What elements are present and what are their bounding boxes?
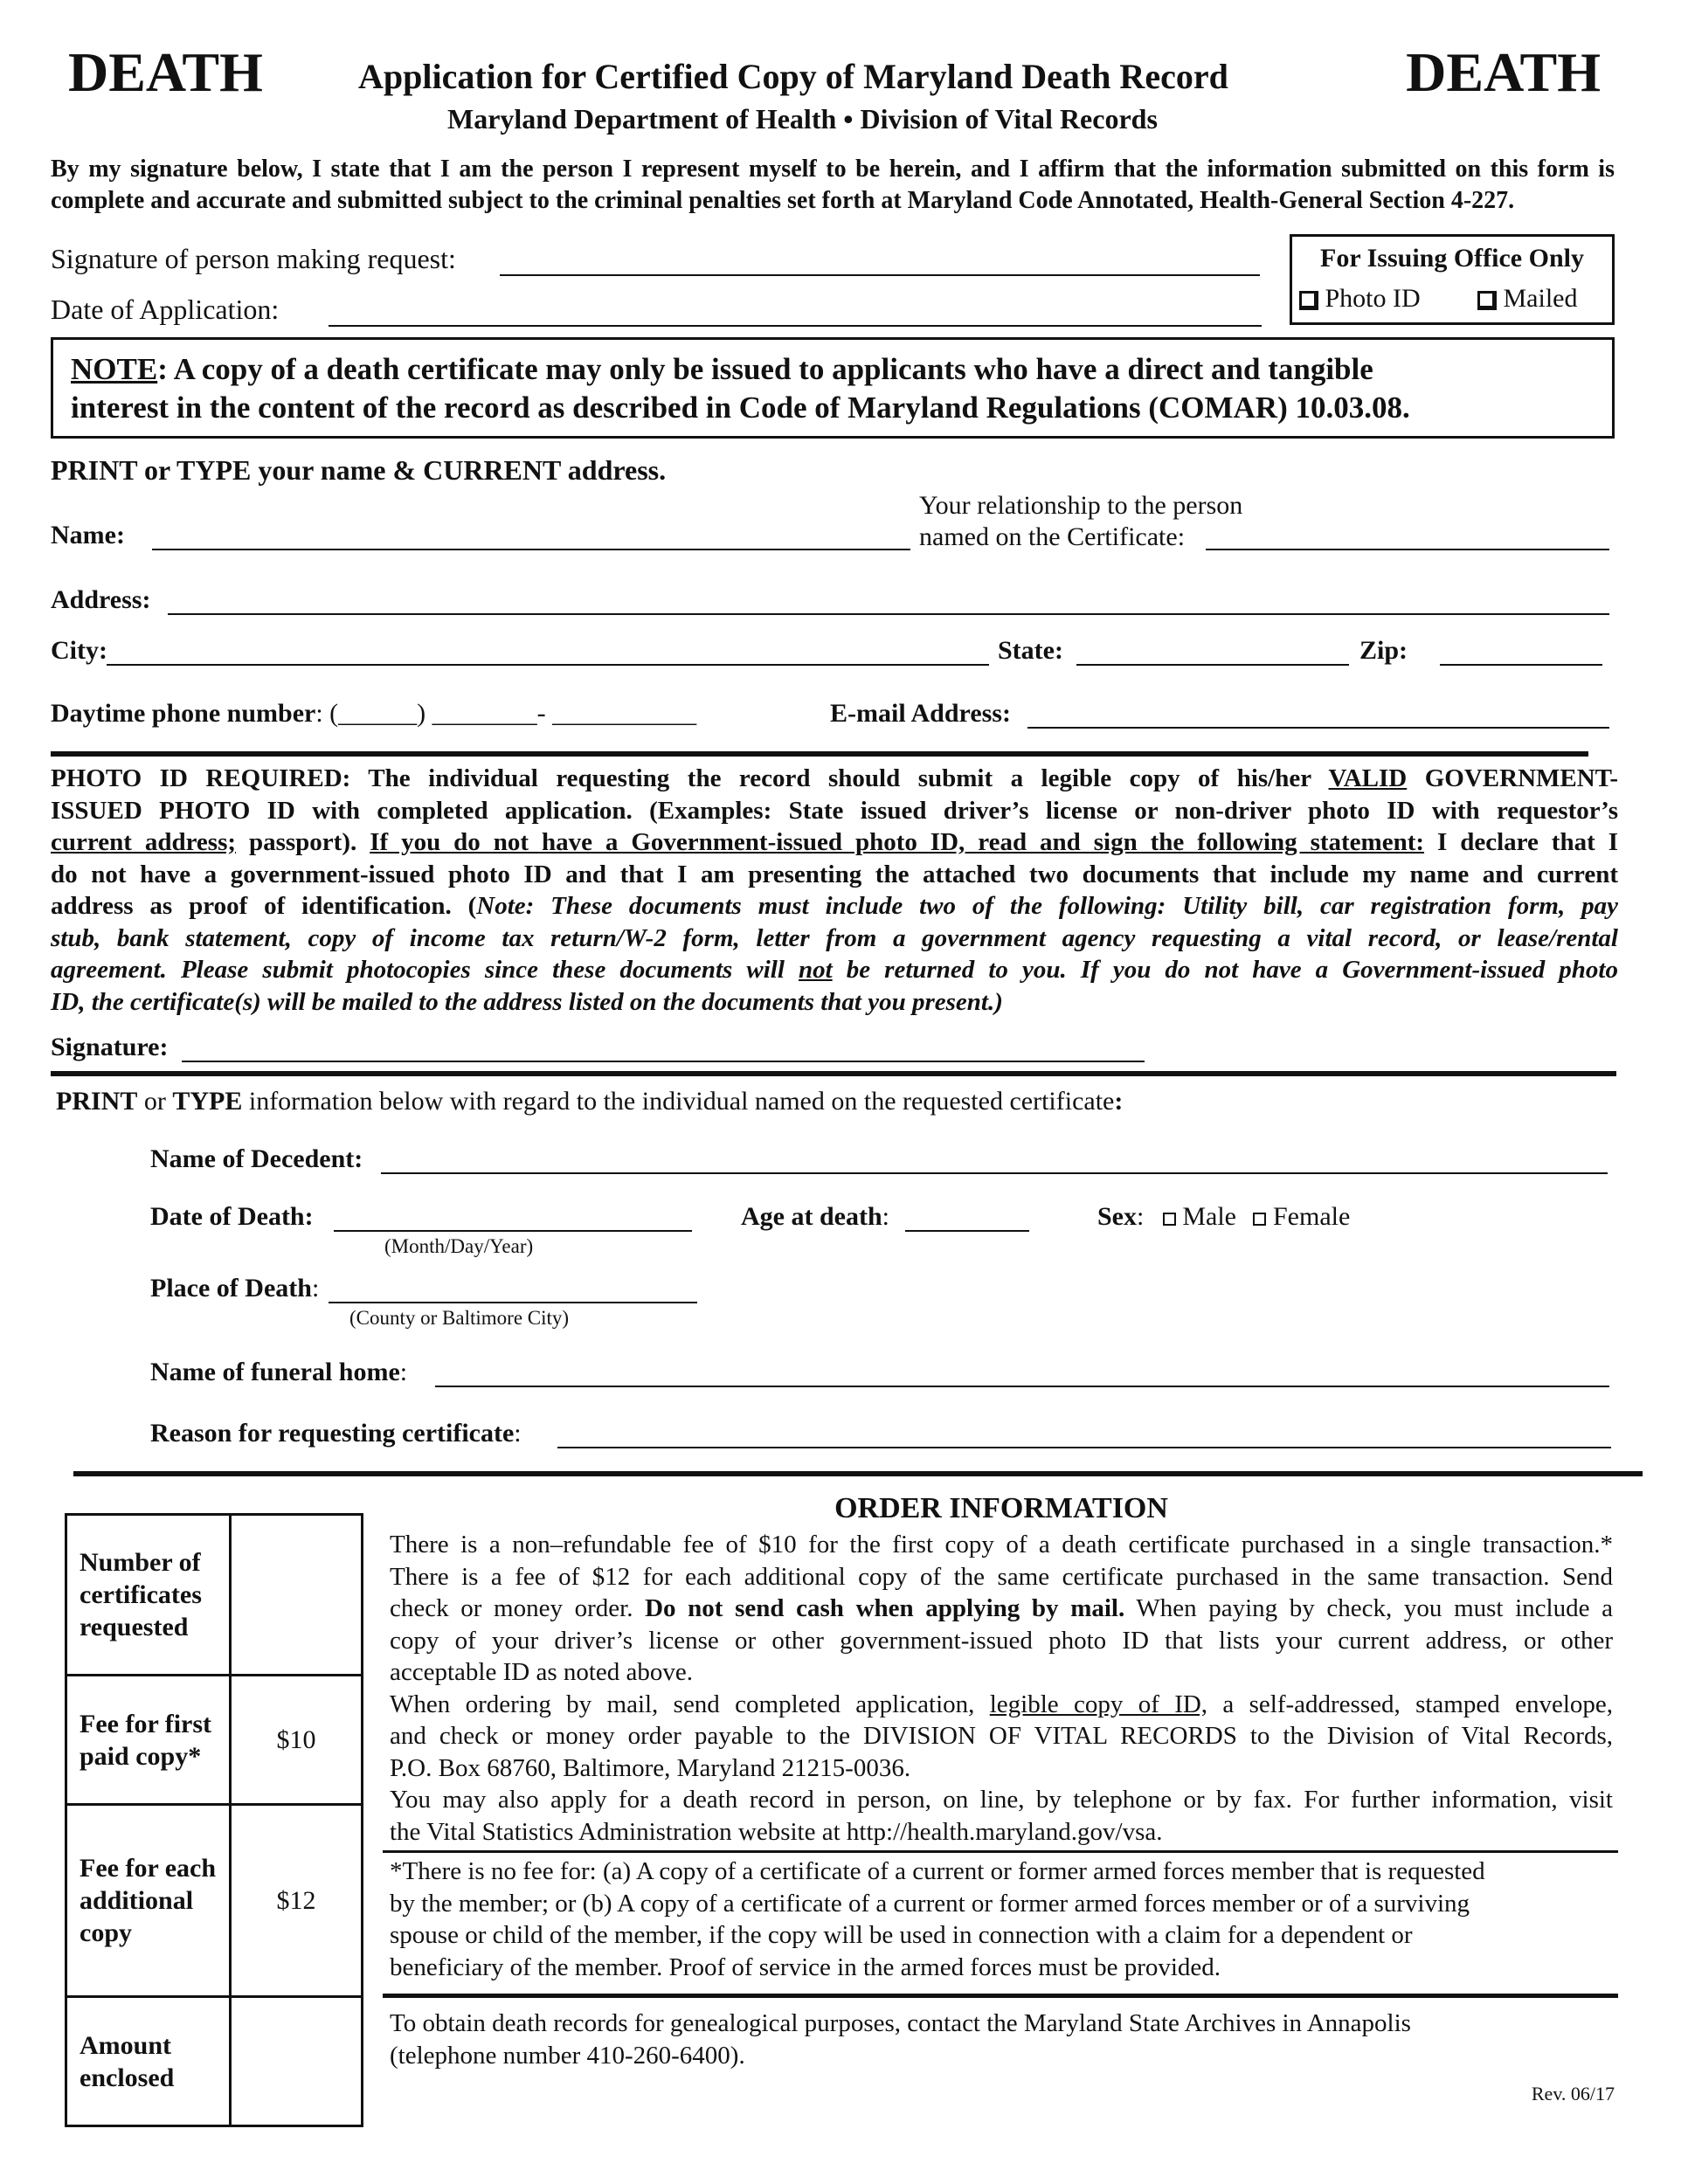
age-at-death-line[interactable]	[905, 1230, 1029, 1232]
order-line: P.O. Box 68760, Baltimore, Maryland 21215-0036.	[390, 1753, 911, 1782]
mailed-checkbox[interactable]	[1477, 291, 1497, 310]
fees-row-label: Fee for first paid copy*	[66, 1676, 231, 1805]
applicant-name-label: Name:	[51, 521, 125, 549]
phone-format: : (______) ________- ___________	[315, 699, 697, 728]
male-checkbox[interactable]	[1163, 1213, 1176, 1226]
note-line-1: : A copy of a death certificate may only be issued to applicants who have a direct and tangible	[157, 352, 1373, 386]
sex-field: Sex: Male Female	[1097, 1202, 1351, 1231]
fees-row-value: $10	[231, 1676, 363, 1805]
note-label: NOTE	[71, 352, 158, 386]
mailed-option	[1477, 284, 1577, 314]
address-label: Address:	[51, 585, 151, 614]
order-line: beneficiary of the member. Proof of service in the armed forces must be provided.	[390, 1952, 1221, 1981]
form-title: Application for Certified Copy of Maryland Death Record	[358, 57, 1228, 96]
subtitle-bullet: •	[843, 103, 854, 135]
photo-id-signature-line[interactable]	[182, 1061, 1145, 1062]
subtitle-department: Maryland Department of Health	[447, 103, 837, 135]
requester-signature-line[interactable]	[500, 274, 1260, 276]
decedent-name-line[interactable]	[381, 1172, 1608, 1174]
place-of-death-hint: (County or Baltimore City)	[349, 1307, 570, 1329]
photo-id-checkbox[interactable]	[1299, 291, 1318, 310]
applicant-heading: PRINT or TYPE your name & CURRENT address.	[51, 454, 667, 486]
armed-forces-note	[390, 1856, 1613, 1983]
decedent-name-label: Name of Decedent:	[150, 1144, 363, 1173]
decedent-heading: PRINT or TYPE information below with regard to the individual named on the requested certificate:	[56, 1087, 1124, 1116]
zip-line[interactable]	[1440, 664, 1602, 666]
order-line: spouse or child of the member, if the copy will be used in connection with a claim for a dependent or	[390, 1921, 1413, 1949]
note-text	[71, 350, 1410, 427]
revision-label: Rev. 06/17	[1531, 2083, 1615, 2105]
order-line: and check or money order payable to the DIVISION OF VITAL RECORDS to the Division of Vital Records,	[390, 1722, 1613, 1750]
application-date-line[interactable]	[329, 325, 1262, 327]
zip-label: Zip:	[1359, 636, 1408, 665]
order-line: There is a fee of $12 for each additional copy of the same certificate purchased in the same transaction. Send	[390, 1562, 1613, 1591]
affirmation-line-1: By my signature below, I state that I am the person I represent myself to be herein, and I affirm that the information submitted on this form is	[51, 156, 1615, 183]
relationship-label-1: Your relationship to the person	[919, 491, 1243, 520]
photo-id-paragraph	[51, 763, 1618, 1018]
order-line: To obtain death records for genealogical purposes, contact the Maryland State Archives in Annapolis	[390, 2009, 1411, 2037]
female-label: Female	[1272, 1202, 1351, 1231]
photo-id-label: Photo ID	[1325, 284, 1421, 313]
order-line: copy of your driver’s license or other government-issued photo ID that lists your current address, or other	[390, 1626, 1613, 1655]
reason-line[interactable]	[557, 1447, 1611, 1448]
age-at-death-label: Age at death:	[741, 1202, 889, 1231]
table-row	[66, 1515, 363, 1676]
order-top-rule	[73, 1471, 1643, 1476]
city-line[interactable]	[107, 664, 989, 666]
note-box	[51, 337, 1615, 439]
order-line: There is a non–refundable fee of $10 for the first copy of a death certificate purchased in a single transaction.*	[390, 1531, 1613, 1559]
table-row	[66, 1997, 363, 2126]
photo-id-line-6: stub, bank statement, copy of income tax return/W-2 form, letter from a government agency requesting a vital record, or lease/rental	[51, 923, 1618, 952]
date-of-death-hint: (Month/Day/Year)	[384, 1235, 534, 1257]
state-label: State:	[998, 636, 1063, 665]
order-line: *There is no fee for: (a) A copy of a certificate of a current or former armed forces member that is requested	[390, 1857, 1485, 1885]
photo-id-line-5: address as proof of identification. (Note: These documents must include two of the following: Utility bill, car registration form, pay	[51, 892, 1618, 920]
order-line: check or money order. Do not send cash when applying by mail. When paying by check, you must include a	[390, 1594, 1613, 1622]
fees-row-label: Fee for each additional copy	[66, 1805, 231, 1997]
photo-id-line-8: ID, the certificate(s) will be mailed to the address listed on the documents that you present.)	[51, 987, 1003, 1016]
order-heading: ORDER INFORMATION	[834, 1492, 1168, 1524]
relationship-line[interactable]	[1206, 549, 1609, 550]
phone-field[interactable]	[51, 699, 696, 729]
relationship-label-2: named on the Certificate:	[919, 522, 1186, 551]
photo-id-line-4: do not have a government-issued photo ID and that I am presenting the attached two documents that include my name and current	[51, 860, 1618, 888]
order-line: You may also apply for a death record in person, on line, by telephone or by fax. For further information, visit	[390, 1786, 1613, 1814]
date-of-death-label: Date of Death:	[150, 1202, 314, 1231]
requester-signature-label: Signature of person making request:	[51, 243, 456, 274]
application-date-label: Date of Application:	[51, 294, 280, 325]
fees-row-value[interactable]	[231, 1515, 363, 1676]
fees-table	[65, 1513, 363, 2127]
photo-id-line-1: PHOTO ID REQUIRED: The individual requesting the record should submit a legible copy of his/her VALID GOVERNMENT-	[51, 764, 1619, 792]
order-line: acceptable ID as noted above.	[390, 1658, 694, 1686]
order-line: (telephone number 410-260-6400).	[390, 2041, 745, 2070]
fees-row-value: $12	[231, 1805, 363, 1997]
photo-id-line-3: current address; passport). If you do not have a Government-issued photo ID, read and sign the following statement: I declare that I	[51, 828, 1618, 856]
phone-label: Daytime phone number	[51, 699, 316, 728]
fees-row-label: Number of certificates requested	[66, 1515, 231, 1676]
email-line[interactable]	[1027, 727, 1609, 729]
photo-id-line-7: agreement. Please submit photocopies since these documents will not be returned to you. If you do not have a Government-issued photo	[51, 956, 1618, 984]
decedent-top-rule	[51, 1071, 1616, 1076]
table-row	[66, 1676, 363, 1805]
order-line: by the member; or (b) A copy of a certificate of a current or former armed forces member or of a surviving	[390, 1889, 1470, 1918]
reason-label: Reason for requesting certificate:	[150, 1419, 522, 1448]
photo-id-option	[1299, 284, 1421, 314]
state-line[interactable]	[1076, 664, 1349, 666]
address-line[interactable]	[168, 613, 1609, 615]
mailed-label: Mailed	[1503, 284, 1578, 313]
place-of-death-label: Place of Death:	[150, 1274, 320, 1303]
note-line-2: interest in the content of the record as described in Code of Maryland Regulations (COMAR) 10.03.08.	[71, 390, 1410, 425]
order-paragraphs	[390, 1529, 1613, 1848]
order-divider-1	[383, 1850, 1618, 1853]
order-line: the Vital Statistics Administration website at http://health.maryland.gov/vsa.	[390, 1817, 1163, 1846]
photo-id-signature-label: Signature:	[51, 1033, 169, 1061]
date-of-death-line[interactable]	[334, 1230, 692, 1232]
fees-row-label: Amount enclosed	[66, 1997, 231, 2126]
affirmation-line-2: complete and accurate and submitted subject to the criminal penalties set forth at Maryland Code Annotated, Health-General Section 4-227.	[51, 187, 1515, 214]
funeral-home-label: Name of funeral home:	[150, 1358, 408, 1386]
issuing-office-box	[1290, 234, 1615, 325]
fees-row-value[interactable]	[231, 1997, 363, 2126]
affirmation-text	[51, 154, 1615, 217]
issuing-office-title: For Issuing Office Only	[1320, 244, 1584, 273]
applicant-name-line[interactable]	[152, 549, 910, 550]
email-label: E-mail Address:	[830, 699, 1011, 728]
order-line: When ordering by mail, send completed application, legible copy of ID, a self-addressed, stamped envelope,	[390, 1690, 1613, 1718]
male-label: Male	[1182, 1202, 1236, 1231]
city-label: City:	[51, 636, 107, 665]
form-subtitle	[447, 103, 1158, 135]
header-right-mark: DEATH	[1406, 41, 1601, 103]
female-checkbox[interactable]	[1253, 1213, 1266, 1226]
header-left-mark: DEATH	[68, 41, 263, 103]
subtitle-division: Division of Vital Records	[860, 103, 1158, 135]
place-of-death-line[interactable]	[329, 1302, 697, 1303]
table-row	[66, 1805, 363, 1997]
photo-id-line-2: ISSUED PHOTO ID with completed application. (Examples: State issued driver’s license or non-driver photo ID with requestor’s	[51, 796, 1618, 825]
photo-id-top-rule	[51, 751, 1588, 757]
order-divider-2	[383, 1994, 1618, 1998]
genealogy-note	[390, 2008, 1613, 2071]
funeral-home-line[interactable]	[435, 1386, 1609, 1387]
